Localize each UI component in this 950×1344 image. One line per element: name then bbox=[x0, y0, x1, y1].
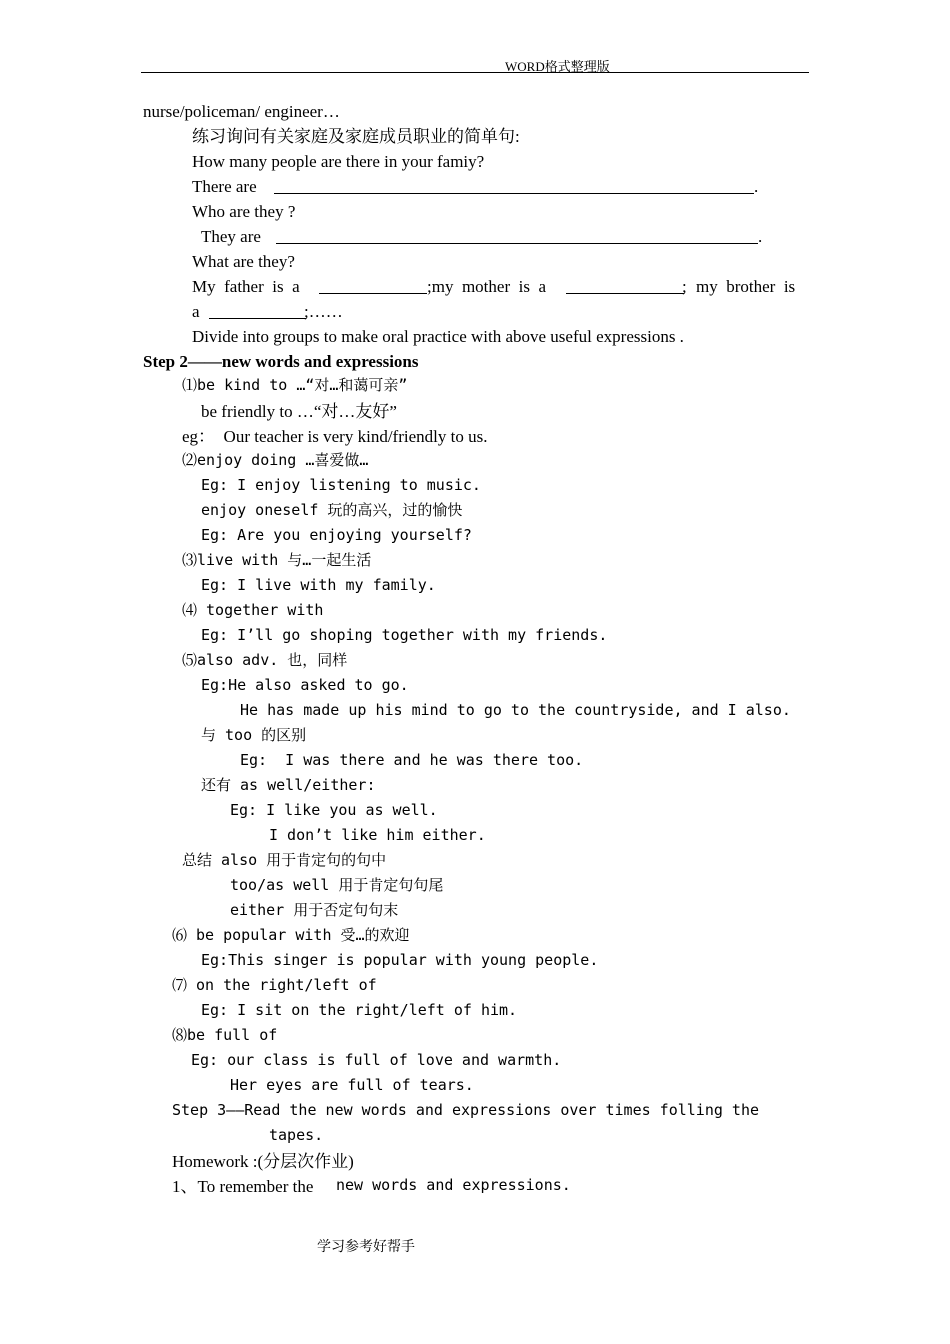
item-3-example: Eg: I live with my family. bbox=[201, 576, 436, 594]
question-how-many: How many people are there in your famiy? bbox=[192, 152, 485, 171]
page-footer: 学习参考好帮手 bbox=[317, 1240, 415, 1255]
item-4-example: Eg: I’ll go shoping together with my friends. bbox=[201, 626, 608, 644]
item-6: ⑹ be popular with 受…的欢迎 bbox=[172, 926, 410, 944]
step2-heading: Step 2——new words and expressions bbox=[143, 352, 419, 371]
item-5-example: Eg:He also asked to go. bbox=[201, 676, 409, 694]
article-a: a bbox=[192, 302, 200, 321]
question-what: What are they? bbox=[192, 252, 295, 271]
item-5-as-well: 还有 as well/either: bbox=[201, 776, 376, 794]
item-5-example-5: I don’t like him either. bbox=[269, 826, 486, 844]
fill-blank bbox=[209, 318, 306, 319]
page-header: WORD格式整理版 bbox=[505, 59, 610, 74]
homework-item-1-cont: new words and expressions. bbox=[336, 1176, 571, 1194]
fill-blank bbox=[274, 193, 754, 194]
answer-they-are: They are bbox=[201, 227, 261, 246]
item-7: ⑺ on the right/left of bbox=[172, 976, 377, 994]
item-6-example: Eg:This singer is popular with young people. bbox=[201, 951, 599, 969]
semicolon: ; bbox=[682, 277, 687, 296]
homework-item-1: 1、To remember the bbox=[172, 1177, 314, 1196]
ellipsis: ;…… bbox=[304, 302, 343, 321]
item-3: ⑶live with 与…一起生活 bbox=[182, 551, 372, 569]
item-7-example: Eg: I sit on the right/left of him. bbox=[201, 1001, 518, 1019]
item-1-example: eg： Our teacher is very kind/friendly to us. bbox=[182, 427, 488, 446]
item-4: ⑷ together with bbox=[182, 601, 324, 619]
item-2-example: Eg: I enjoy listening to music. bbox=[201, 476, 481, 494]
brother-text: my brother is bbox=[696, 277, 796, 296]
summary-also: 总结 also 用于肯定句的句中 bbox=[182, 851, 387, 869]
item-5-too: 与 too 的区别 bbox=[201, 726, 307, 744]
question-who: Who are they ? bbox=[192, 202, 296, 221]
item-8: ⑻be full of bbox=[172, 1026, 278, 1044]
header-rule bbox=[141, 72, 809, 73]
homework-heading: Homework :(分层次作业) bbox=[172, 1152, 354, 1171]
item-8-example: Eg: our class is full of love and warmth. bbox=[191, 1051, 562, 1069]
answer-there-are: There are bbox=[192, 177, 257, 196]
step3-heading: Step 3——Read the new words and expressions over times folling the bbox=[172, 1101, 759, 1119]
item-2-example-2: Eg: Are you enjoying yourself? bbox=[201, 526, 472, 544]
period: . bbox=[758, 227, 763, 246]
item-5-example-2: He has made up his mind to go to the countryside, and I also. bbox=[240, 701, 791, 719]
item-2b: enjoy oneself 玩的高兴，过的愉快 bbox=[201, 501, 463, 519]
summary-too: too/as well 用于肯定句句尾 bbox=[230, 876, 444, 894]
step3-continued: tapes. bbox=[269, 1126, 324, 1144]
fill-blank bbox=[276, 243, 758, 244]
item-1: ⑴be kind to …“对…和蔼可亲” bbox=[182, 376, 408, 394]
item-5-example-3: Eg: I was there and he was there too. bbox=[240, 751, 584, 769]
summary-either: either 用于否定句句末 bbox=[230, 901, 399, 919]
father-text: My father is a bbox=[192, 277, 300, 296]
mother-text: ;my mother is a bbox=[427, 277, 546, 296]
fill-blank bbox=[566, 293, 684, 294]
item-2: ⑵enjoy doing …喜爱做… bbox=[182, 451, 369, 469]
period: . bbox=[754, 177, 759, 196]
group-practice: Divide into groups to make oral practice with above useful expressions . bbox=[192, 327, 684, 346]
item-5: ⑸also adv. 也，同样 bbox=[182, 651, 348, 669]
practice-instruction: 练习询问有关家庭及家庭成员职业的简单句: bbox=[192, 127, 520, 146]
item-8-example-2: Her eyes are full of tears. bbox=[230, 1076, 474, 1094]
item-1b: be friendly to …“对…友好” bbox=[201, 402, 397, 421]
item-5-example-4: Eg: I like you as well. bbox=[230, 801, 438, 819]
occupation-list: nurse/policeman/ engineer… bbox=[143, 102, 340, 121]
fill-blank bbox=[319, 293, 427, 294]
